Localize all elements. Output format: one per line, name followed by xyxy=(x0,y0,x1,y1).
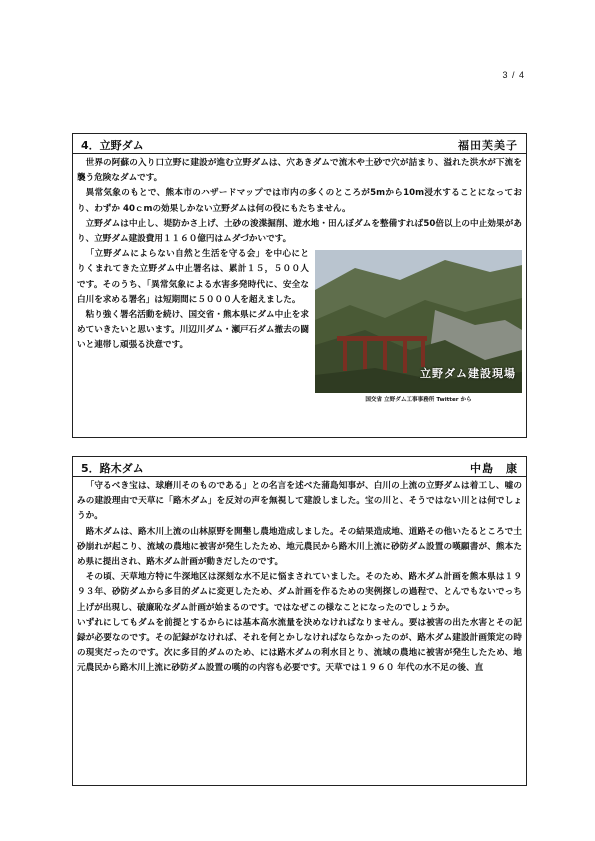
paragraph: 路木ダムは、路木川上流の山林原野を開墾し農地造成しました。その結果造成地、道路その他いたるところで土砂崩れが起こり、流域の農地に被害が発生したため、地元農民から路木川上流に砂防ダム設置の嘆願書が、熊本ため県に提出され、路木ダム計画が動きだしたのです。 xyxy=(77,526,522,568)
section-tateno-dam xyxy=(72,133,527,438)
dam-construction-photo xyxy=(315,250,522,393)
paragraph: 立野ダムは中止し、堤防かさ上げ、土砂の浚渫掘削、遊水地・田んぼダムを整備すれば50倍以上の中止効果があり、立野ダム建設費用１１６０億円はムダづかいです。 xyxy=(77,218,522,245)
paragraph: いずれにしてもダムを前提とするからには基本高水流量を決めなければなりません。要は被害の出た水害とその記録が必要なのです。その記録がなければ、それを何とかしなければならなかったのが、路木ダム建設計画策定の時の現実だったのです。次に多目的ダムのため、には路木ダムの利水目とり、流域の農地に被害が発生したため、地元農民から路木川上流に砂防ダム設置の嘆的の内容も必要です。天草では１９６０ 年代の水不足の後、直 xyxy=(77,617,522,674)
section-author: 福田芙美子 xyxy=(458,139,518,152)
paragraph: 異常気象のもとで、熊本市のハザードマップでは市内の多くのところが5mから10m浸水することになっており、わずか 40ｃmの効果しかない立野ダムは何の役にもたちません。 xyxy=(77,188,522,214)
section-rogi-dam xyxy=(72,456,527,786)
photo-text-wrap xyxy=(77,217,522,404)
paragraph: その頃、天草地方特に牛深地区は深刻な水不足に悩まされていました。そのため、路木ダム計画を熊本県は１９９３年、砂防ダムから多目的ダムに変更したため、ダム計画を作るための実例探しの過程で、とんでもないでっち上げが出現し、破廉恥なダム計画が始まるのです。ではなぜこの様なことになったのでしょうか。 xyxy=(77,572,522,613)
section-author: 中島 康 xyxy=(470,462,518,475)
photo-overlay-text: 立野ダム建設現場 xyxy=(420,367,516,381)
section-title: 5．路木ダム xyxy=(81,462,144,475)
page-number: 3 / 4 xyxy=(502,70,525,80)
photo-caption: 国交省 立野ダム工事事務所 Twitter から xyxy=(365,397,472,404)
section-header xyxy=(73,457,526,477)
section-title: 4．立野ダム xyxy=(81,139,144,152)
section-body xyxy=(73,154,526,404)
paragraph: 粘り強く署名活動を続け、国交省・熊本県にダム中止を求めていきたいと思います。川辺川ダム・瀬戸石ダム撤去の闘いと連帯し頑張る決意です。 xyxy=(77,310,309,351)
paragraph: 「立野ダムによらない自然と生活を守る会」を中心にとりくまれてきた立野ダム中止署名は、累計１５，５００人です。そのうち、「異常気象による水害多発時代に、安全な白川を求める署名」は短期間に５０００人を超えました。 xyxy=(77,249,309,305)
paragraph: 「守るべき宝は、球磨川そのものである」との名言を述べた蒲島知事が、白川の上流の立野ダムは着工し、嘘のみの建設理由で天草に「路木ダム」を反対の声を無視して建設しました。宝の川と、そうではない川とは何でしょうか。 xyxy=(77,481,522,522)
paragraph: 世界の阿蘇の入り口立野に建設が進む立野ダムは、穴あきダムで流木や土砂で穴が詰まり、溢れた洪水が下流を襲う危険なダムです。 xyxy=(77,158,522,184)
section-header xyxy=(73,134,526,154)
section-body xyxy=(73,477,526,677)
photo-figure xyxy=(315,250,522,405)
